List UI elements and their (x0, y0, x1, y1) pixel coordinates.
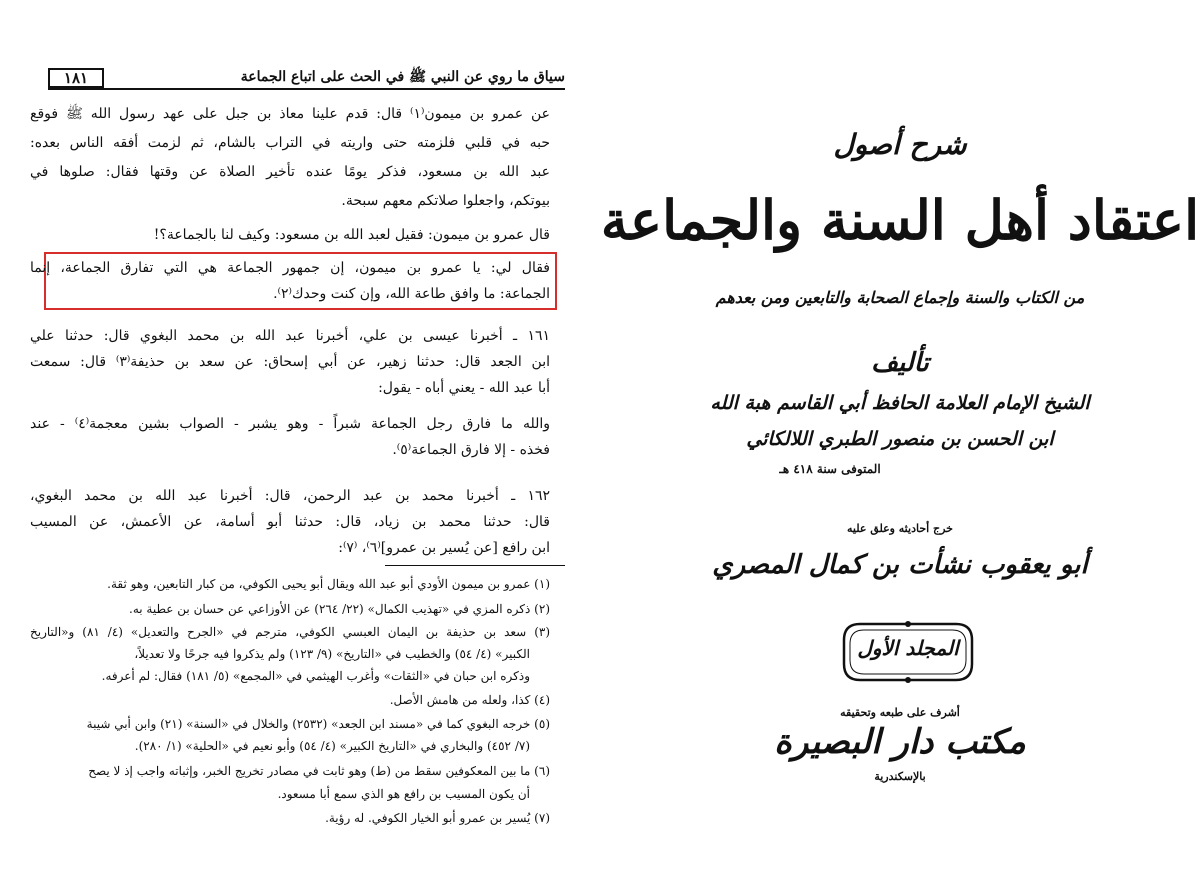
footnote: الكبير» (٤/ ٥٤) والخطيب في «التاريخ» (٩/ ١٢٣) ولم يذكروا فيه جرحًا ولا تعديلاً، (134, 647, 530, 661)
volume-label: المجلد الأول (857, 636, 959, 660)
publisher-city: بالإسكندرية (874, 770, 926, 783)
body-line: عن عمرو بن ميمون⁽١⁾ قال: قدم علينا معاذ بن جبل على عهد رسول الله ﷺ فوقع (30, 106, 550, 122)
footnote: (٢) ذكره المزي في «تهذيب الكمال» (٢٢/ ٢٦٤) عن الأوزاعي عن حسان بن عطية به. (129, 602, 550, 616)
publisher-label: أشرف على طبعه وتحقيقه (840, 706, 960, 719)
header-rule (48, 88, 565, 90)
body-line: قال عمرو بن ميمون: فقيل لعبد الله بن مسعود: وكيف لنا بالجماعة؟! (153, 227, 550, 243)
editor-label: خرج أحاديثه وعلق عليه (847, 522, 953, 535)
editor-name: أبو يعقوب نشأت بن كمال المصري (712, 550, 1088, 580)
title-prefix: شرح أصول (833, 128, 967, 161)
death-year: المتوفى سنة ٤١٨ هـ (779, 462, 881, 476)
footnote: (٤) كذا، ولعله من هامش الأصل. (389, 693, 550, 707)
footnote: أن يكون المسيب بن رافع هو الذي سمع أبا مسعود. (277, 787, 530, 801)
body-line: فخذه - إلا فارق الجماعة⁽٥⁾. (392, 442, 550, 458)
body-line: ابن الجعد قال: حدثنا زهير، عن أبي إسحاق: عن سعد بن حذيفة⁽٣⁾ قال: سمعت (30, 354, 550, 370)
footnote: (٧/ ٤٥٢) والبخاري في «التاريخ الكبير» (٤/ ٥٤) وأبو نعيم في «الحلية» (١/ ٢٨٠). (134, 739, 530, 753)
footnote: (١) عمرو بن ميمون الأودي أبو عبد الله ويقال أبو يحيى الكوفي، من كبار التابعين، وهو ثقة. (107, 577, 550, 591)
footnote: (٥) خرجه البغوي كما في «مسند ابن الجعد» (٢٥٣٢) والخلال في «السنة» (٢١) وابن أبي شيبة (86, 717, 550, 731)
title-page-right (600, 0, 1200, 885)
hadith-162-line: ١٦٢ ـ أخبرنا محمد بن عبد الرحمن، قال: أخبرنا عبد الله بن محمد البغوي، (30, 488, 550, 504)
title-description: من الكتاب والسنة وإجماع الصحابة والتابعين ومن بعدهم (715, 288, 1085, 307)
authorship-label: تأليف (871, 348, 929, 378)
highlighted-line: فقال لي: يا عمرو بن ميمون، إن جمهور الجماعة هي التي تفارق الجماعة، إنما (30, 260, 550, 276)
volume-badge (840, 620, 976, 684)
body-line: حبه في قلبي فلزمته حتى واريته في التراب بالشام، ثم لزمت أفقه الناس بعده: (30, 135, 550, 151)
footnote: (٧) يُسير بن عمرو أبو الخيار الكوفي. له رؤية. (325, 811, 550, 825)
page-header (48, 68, 565, 88)
highlighted-line: الجماعة: ما وافق طاعة الله، وإن كنت وحدك⁽٢⁾. (273, 286, 550, 302)
body-line: قال: حدثنا محمد بن زياد، قال: حدثنا أبو أسامة، عن الأعمش، عن المسيب (30, 514, 550, 530)
body-line: بيوتكم، واجعلوا صلاتكم معهم سبحة. (341, 193, 550, 209)
footnote: (٣) سعد بن حذيفة بن اليمان العبسي الكوفي، مترجم في «الجرح والتعديل» (٤/ ٨١) و«التاريخ (30, 625, 551, 639)
body-line: ابن رافع [عن يُسير بن عمرو]⁽٦⁾، ⁽٧⁾: (338, 540, 550, 556)
running-head: سياق ما روي عن النبي ﷺ في الحث على اتباع الجماعة (240, 69, 565, 85)
body-line: والله ما فارق رجل الجماعة شبراً - وهو يشبر - الصواب بشين معجمة⁽٤⁾ - عند (30, 416, 550, 432)
footnote: وذكره ابن حبان في «الثقات» وأغرب الهيثمي في «المجمع» (٥/ ١٨١) فقال: لم أعرفه. (101, 669, 530, 683)
footnote-rule (385, 565, 565, 566)
hadith-161-line: ١٦١ ـ أخبرنا عيسى بن علي، أخبرنا عبد الله بن محمد البغوي قال: حدثنا علي (30, 328, 550, 344)
author-line: ابن الحسن بن منصور الطبري اللالكائي (746, 428, 1054, 450)
book-title: اعتقاد أهل السنة والجماعة (600, 188, 1200, 252)
page-number: ١٨١ (48, 68, 104, 88)
footnote: (٦) ما بين المعكوفين سقط من (ط) وهو ثابت في مصادر تخريج الخبر، وإثباته واجب إذ لا يصح (88, 764, 550, 778)
publisher-name: مكتب دار البصيرة (774, 722, 1026, 762)
body-line: أبا عبد الله - يعني أباه - يقول: (378, 380, 550, 396)
body-line: عبد الله بن مسعود، فذكر يومًا عنده تأخير الصلاة عن وقتها فقال: صلوها في (30, 164, 550, 180)
author-line: الشيخ الإمام العلامة الحافظ أبي القاسم هبة الله (710, 392, 1090, 414)
